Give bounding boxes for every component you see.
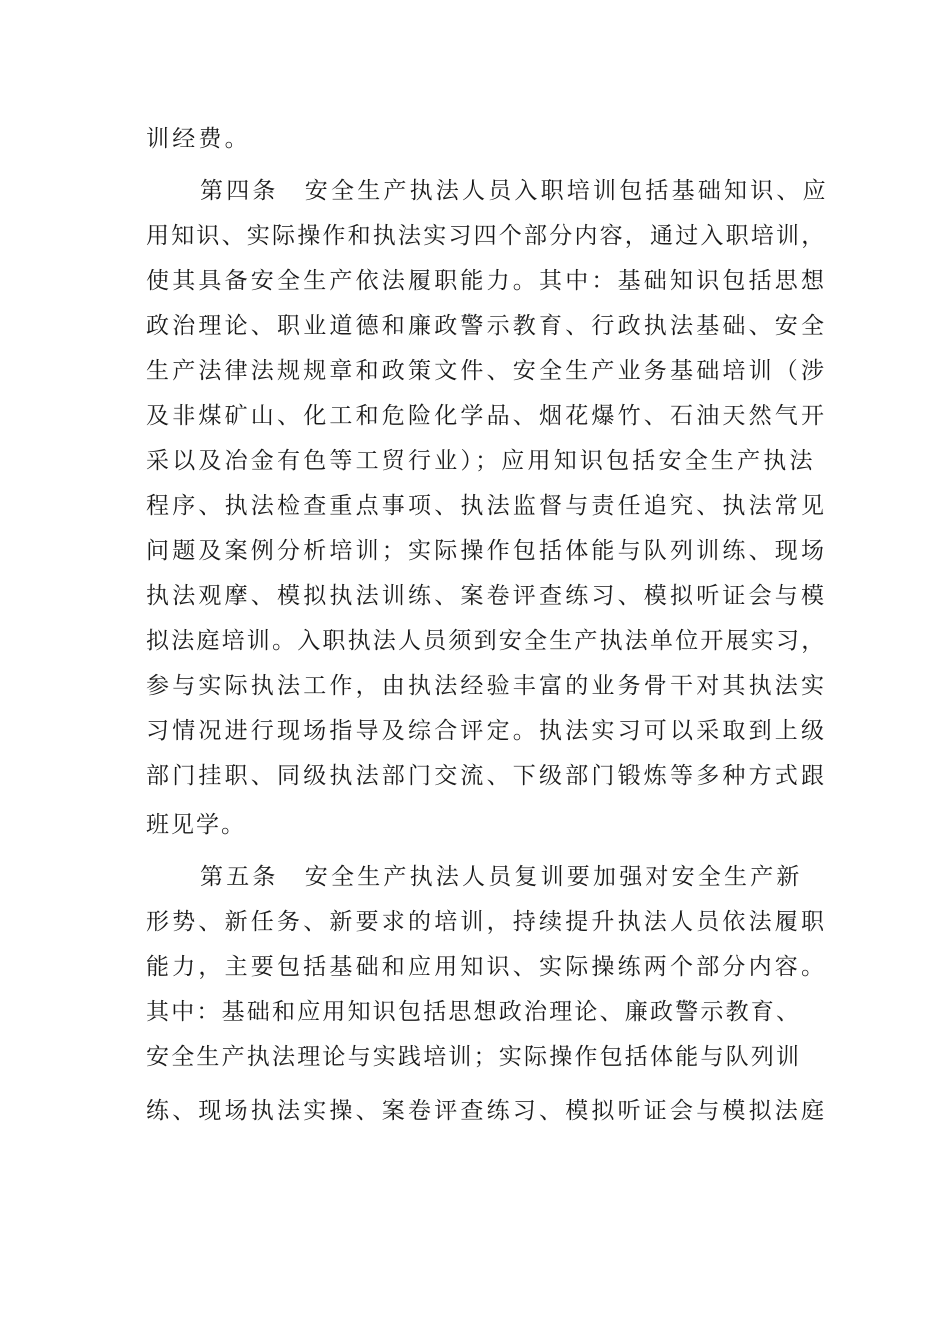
text-line-14: 习情况进行现场指导及综合评定。执法实习可以采取到上级 — [146, 718, 828, 744]
text-line-4: 使其具备安全生产依法履职能力。其中：基础知识包括思想 — [146, 268, 828, 294]
text-line-8: 采以及冶金有色等工贸行业）；应用知识包括安全生产执法 — [146, 448, 816, 474]
text-line-1: 训经费。 — [146, 126, 251, 152]
text-line-16: 班见学。 — [146, 812, 246, 838]
text-line-12: 拟法庭培训。入职执法人员须到安全生产执法单位开展实习， — [146, 628, 827, 654]
text-line-18: 形势、新任务、新要求的培训，持续提升执法人员依法履职 — [146, 909, 828, 935]
text-line-15: 部门挂职、同级执法部门交流、下级部门锻炼等多种方式跟 — [146, 763, 828, 789]
text-line-22: 练、现场执法实操、案卷评查练习、模拟听证会与模拟法庭 — [146, 1098, 828, 1124]
text-line-3: 用知识、实际操作和执法实习四个部分内容，通过入职培训， — [146, 223, 827, 249]
text-line-10: 问题及案例分析培训；实际操作包括体能与队列训练、现场 — [146, 538, 828, 564]
article-4-heading-line: 第四条 安全生产执法人员入职培训包括基础知识、应 — [200, 178, 829, 204]
text-line-7: 及非煤矿山、化工和危险化学品、烟花爆竹、石油天然气开 — [146, 403, 828, 429]
text-line-19: 能力，主要包括基础和应用知识、实际操练两个部分内容。 — [146, 954, 828, 980]
text-line-13: 参与实际执法工作，由执法经验丰富的业务骨干对其执法实 — [146, 673, 828, 699]
text-line-5: 政治理论、职业道德和廉政警示教育、行政执法基础、安全 — [146, 313, 828, 339]
text-line-20: 其中：基础和应用知识包括思想政治理论、廉政警示教育、 — [146, 999, 802, 1025]
article-5-heading-line: 第五条 安全生产执法人员复训要加强对安全生产新 — [200, 864, 803, 890]
text-line-9: 程序、执法检查重点事项、执法监督与责任追究、执法常见 — [146, 493, 828, 519]
text-line-11: 执法观摩、模拟执法训练、案卷评查练习、模拟听证会与模 — [146, 583, 828, 609]
text-line-21: 安全生产执法理论与实践培训；实际操作包括体能与队列训 — [146, 1044, 802, 1070]
text-line-6: 生产法律法规规章和政策文件、安全生产业务基础培训（涉 — [146, 358, 828, 384]
